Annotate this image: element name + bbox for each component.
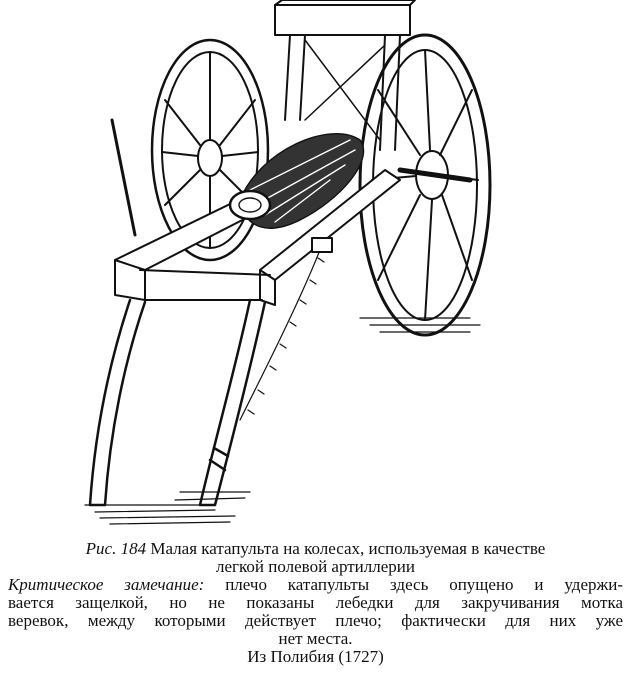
remark-line3: веревок, между которыми действует плечо; фактически для них уже xyxy=(8,611,623,630)
remark-line2: вается защелкой, но не показаны лебедки для закручивания мотка xyxy=(8,593,623,612)
figure-number: Рис. 184 xyxy=(85,539,147,558)
figure-title-part1: Малая катапульта на колесах, используемая в качестве xyxy=(150,539,546,558)
source-line: Из Полибия (1727) xyxy=(247,647,384,666)
lever-stick xyxy=(112,120,135,235)
remark-label: Критическое замечание: xyxy=(8,575,205,594)
figure-caption xyxy=(8,540,623,666)
figure-title-part2: легкой полевой артиллерии xyxy=(216,557,415,576)
remark-line4: нет места. xyxy=(278,629,353,648)
trail-legs xyxy=(90,300,265,505)
ground-shadow xyxy=(85,318,480,524)
remark-text1: плечо катапульты здесь опущено и удержи- xyxy=(225,575,623,594)
remark-line1 xyxy=(8,576,623,594)
caption-title-line1 xyxy=(8,540,623,558)
